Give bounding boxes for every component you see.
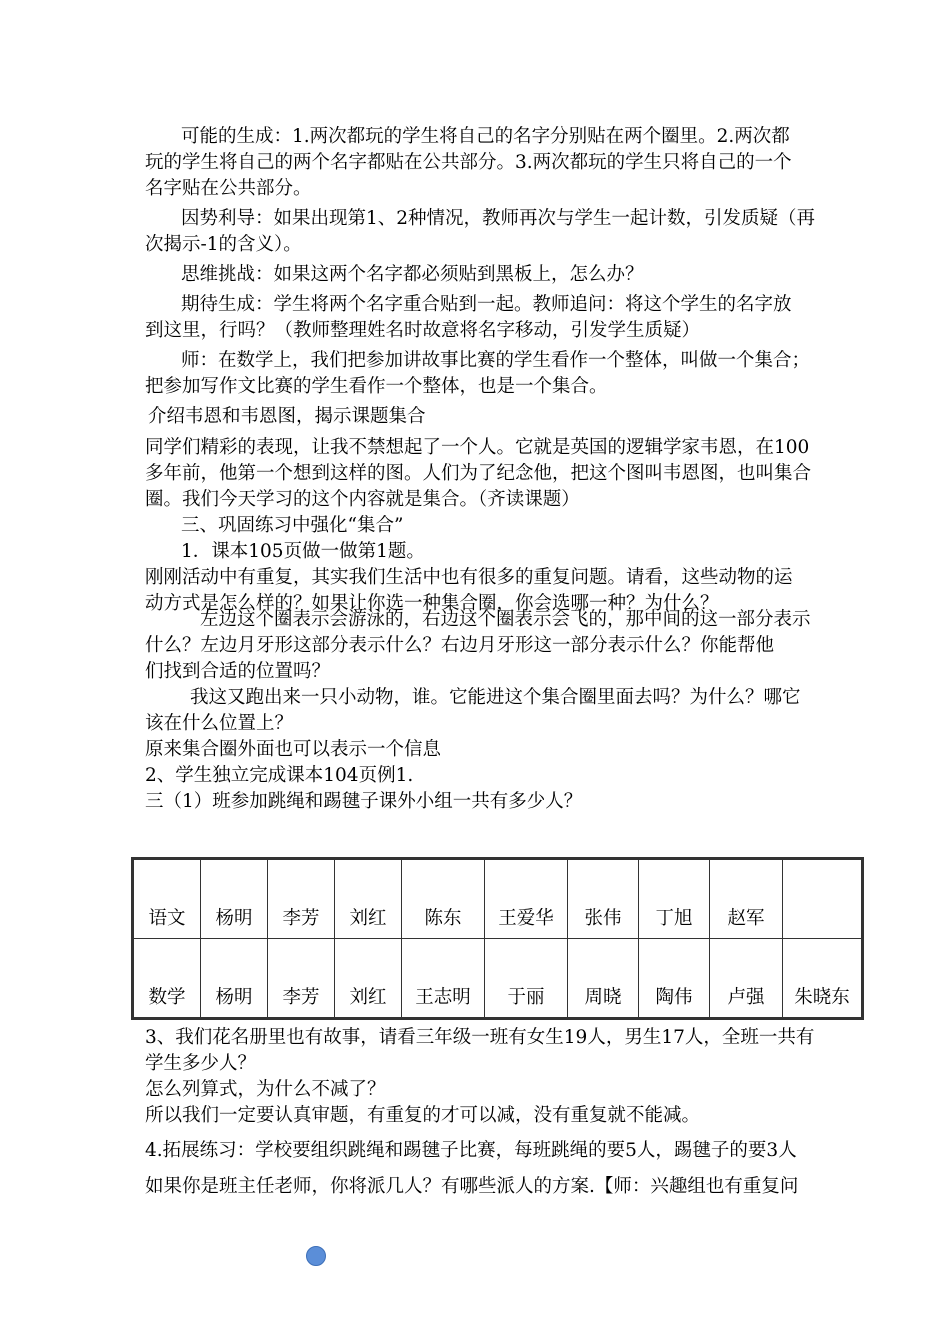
paragraph-line: 多年前，他第一个想到这样的图。人们为了纪念他，把这个图叫韦恩图，也叫集合 — [145, 463, 812, 484]
paragraph-line: 次揭示-1的含义）。 — [145, 234, 302, 255]
table-cell: 陶伟 — [639, 939, 710, 1019]
table-cell: 周晓 — [568, 939, 639, 1019]
table-cell: 杨明 — [201, 939, 268, 1019]
table-cell: 李芳 — [268, 939, 335, 1019]
table-cell: 卢强 — [710, 939, 783, 1019]
table-cell: 语文 — [133, 859, 201, 939]
paragraph-line: 玩的学生将自己的两个名字都贴在公共部分。3.两次都玩的学生只将自己的一个 — [145, 152, 792, 173]
paragraph-line: 什么？左边月牙形这部分表示什么？右边月牙形这一部分表示什么？你能帮他 — [145, 635, 775, 656]
section-heading: 三、巩固练习中强化“集合” — [181, 515, 404, 536]
paragraph-line: 因势利导：如果出现第1、2种情况，教师再次与学生一起计数，引发质疑（再 — [181, 208, 816, 229]
paragraph-line: 名字贴在公共部分。 — [145, 178, 312, 199]
table-cell: 丁旭 — [639, 859, 710, 939]
paragraph-line: 2、学生独立完成课本104页例1. — [145, 765, 414, 786]
paragraph-line: 学生多少人？ — [145, 1053, 257, 1074]
paragraph-line: 到这里，行吗？（教师整理姓名时故意将名字移动，引发学生质疑） — [145, 320, 701, 341]
paragraph-line: 思维挑战：如果这两个名字都必须贴到黑板上，怎么办？ — [181, 264, 644, 285]
table-cell: 王爱华 — [485, 859, 568, 939]
paragraph-line: 可能的生成：1.两次都玩的学生将自己的名字分别贴在两个圈里。2.两次都 — [181, 126, 790, 147]
paragraph-line: 如果你是班主任老师，你将派几人？有哪些派人的方案.【师：兴趣组也有重复问 — [145, 1176, 799, 1197]
paragraph-line: 所以我们一定要认真审题，有重复的才可以减，没有重复就不能减。 — [145, 1105, 701, 1126]
table-cell: 杨明 — [201, 859, 268, 939]
table-cell: 数学 — [133, 939, 201, 1019]
table-cell: 李芳 — [268, 859, 335, 939]
table-cell: 赵军 — [710, 859, 783, 939]
table-row — [133, 939, 863, 1019]
paragraph-line: 怎么列算式，为什么不减了？ — [145, 1079, 386, 1100]
paragraph-line: 4.拓展练习：学校要组织跳绳和踢毽子比赛，每班跳绳的要5人，踢毽子的要3人 — [145, 1140, 797, 1161]
table-cell: 于丽 — [485, 939, 568, 1019]
paragraph-line: 三（1）班参加跳绳和踢毽子课外小组一共有多少人？ — [145, 791, 583, 812]
paragraph-line: 动方式是怎么样的？如果让你选一种集合圈，你会选哪一种？为什么？ — [145, 593, 719, 614]
paragraph-line: 3、我们花名册里也有故事，请看三年级一班有女生19人，男生17人，全班一共有 — [145, 1027, 815, 1048]
paragraph-line: 刚刚活动中有重复，其实我们生活中也有很多的重复问题。请看，这些动物的运 — [145, 567, 793, 588]
table-cell: 刘红 — [335, 939, 402, 1019]
paragraph-line: 原来集合圈外面也可以表示一个信息 — [145, 739, 442, 760]
paragraph-line: 我这又跑出来一只小动物，谁。它能进这个集合圈里面去吗？为什么？哪它 — [190, 687, 801, 708]
paragraph-line: 圈。我们今天学习的这个内容就是集合。（齐读课题） — [145, 489, 580, 510]
paragraph-line: 同学们精彩的表现，让我不禁想起了一个人。它就是英国的逻辑学家韦恩，在100 — [145, 437, 810, 458]
roster-table — [131, 857, 864, 1020]
paragraph-line: 1．课本105页做一做第1题。 — [181, 541, 425, 562]
paragraph-line: 们找到合适的位置吗？ — [145, 661, 331, 682]
table-cell: 张伟 — [568, 859, 639, 939]
paragraph-line: 左边这个圈表示会游泳的，右边这个圈表示会飞的，那中间的这一部分表示 — [200, 609, 811, 630]
table-cell: 王志明 — [402, 939, 485, 1019]
paragraph-line: 期待生成：学生将两个名字重合贴到一起。教师追问：将这个学生的名字放 — [181, 294, 792, 315]
table-cell: 刘红 — [335, 859, 402, 939]
paragraph-line: 该在什么位置上？ — [145, 713, 294, 734]
table-cell — [783, 859, 863, 939]
circle-marker-icon — [306, 1246, 326, 1266]
table-row — [133, 859, 863, 939]
paragraph-line: 师：在数学上，我们把参加讲故事比赛的学生看作一个整体，叫做一个集合； — [181, 350, 811, 371]
section-heading: 介绍韦恩和韦恩图，揭示课题集合 — [148, 406, 426, 427]
table-cell: 朱晓东 — [783, 939, 863, 1019]
paragraph-line: 把参加写作文比赛的学生看作一个整体，也是一个集合。 — [145, 376, 608, 397]
table-cell: 陈东 — [402, 859, 485, 939]
